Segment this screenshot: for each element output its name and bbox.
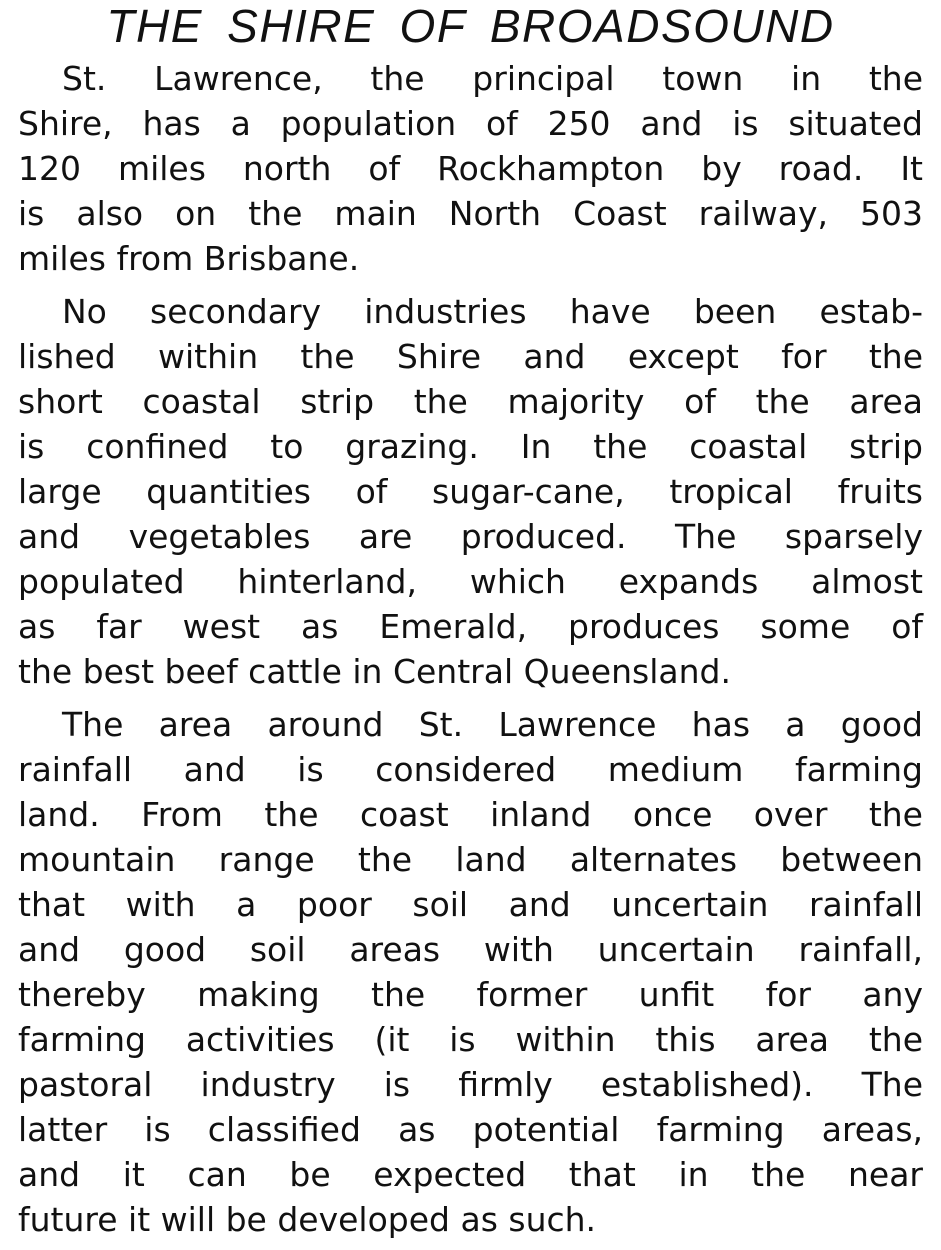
paragraph-1	[18, 56, 923, 281]
text-line: that with a poor soil and uncertain rainfall	[18, 885, 923, 924]
text-line: the best beef cattle in Central Queensland.	[18, 652, 731, 691]
text-line: as far west as Emerald, produces some of	[18, 607, 923, 646]
text-line: St. Lawrence, the principal town in the	[62, 59, 923, 98]
text-line: latter is classified as potential farming areas,	[18, 1110, 923, 1149]
text-line: mountain range the land alternates between	[18, 840, 923, 879]
text-line: pastoral industry is firmly established). The	[18, 1065, 923, 1104]
text-line: miles from Brisbane.	[18, 239, 360, 278]
text-line: The area around St. Lawrence has a good	[62, 705, 923, 744]
text-line: thereby making the former unfit for any	[18, 975, 923, 1014]
article	[18, 0, 923, 1250]
text-line: Shire, has a population of 250 and is situated	[18, 104, 923, 143]
text-line: farming activities (it is within this area the	[18, 1020, 923, 1059]
text-line: No secondary industries have been estab-	[62, 292, 923, 331]
text-line: lished within the Shire and except for the	[18, 337, 923, 376]
text-line: future it will be developed as such.	[18, 1200, 597, 1239]
article-title: THE SHIRE OF BROADSOUND	[106, 0, 835, 52]
text-line: and it can be expected that in the near	[18, 1155, 923, 1194]
text-line: is confined to grazing. In the coastal strip	[18, 427, 923, 466]
text-line: rainfall and is considered medium farming	[18, 750, 923, 789]
text-line: is also on the main North Coast railway, 503	[18, 194, 923, 233]
paragraph-2	[18, 289, 923, 694]
text-line: and vegetables are produced. The sparsely	[18, 517, 923, 556]
text-line: populated hinterland, which expands almost	[18, 562, 923, 601]
text-line: land. From the coast inland once over the	[18, 795, 923, 834]
text-line: short coastal strip the majority of the area	[18, 382, 923, 421]
text-line: 120 miles north of Rockhampton by road. It	[18, 149, 923, 188]
text-line: large quantities of sugar-cane, tropical fruits	[18, 472, 923, 511]
text-line: and good soil areas with uncertain rainfall,	[18, 930, 923, 969]
paragraph-3	[18, 702, 923, 1242]
